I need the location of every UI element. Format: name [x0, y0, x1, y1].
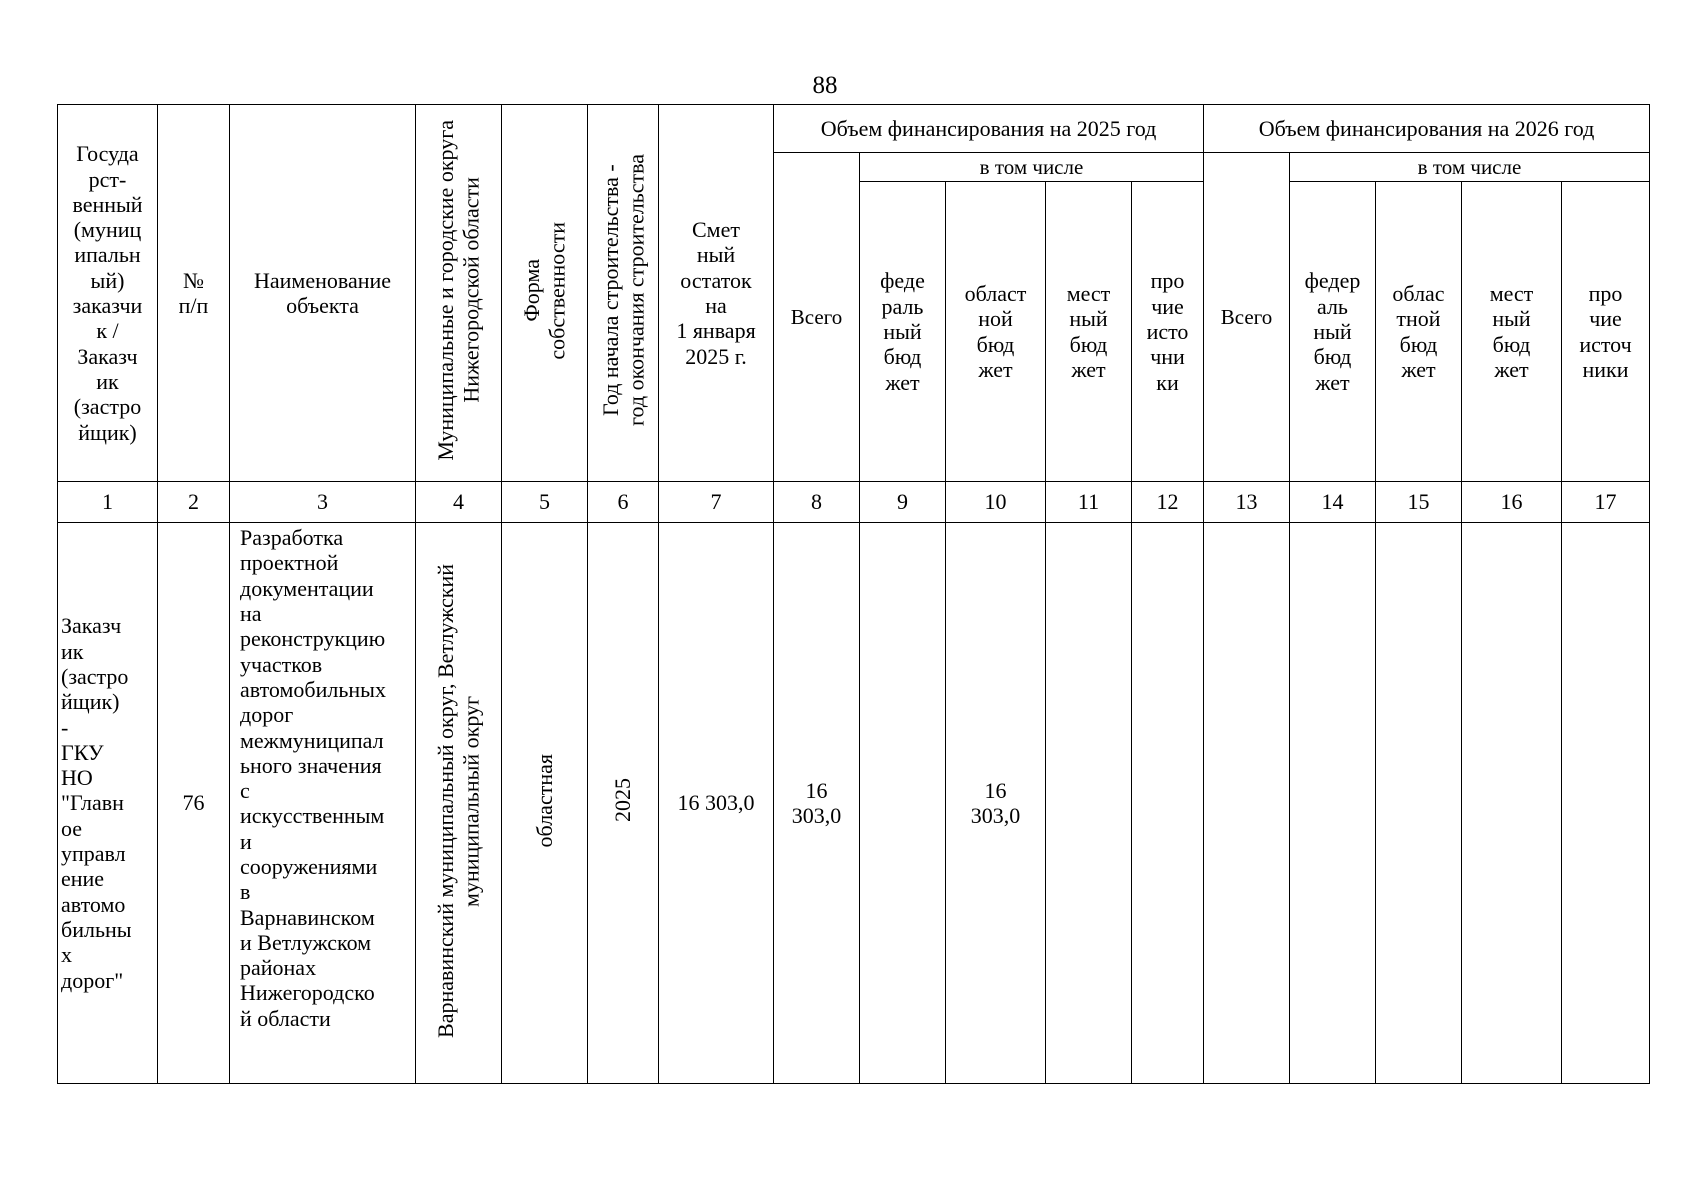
cell-local-2025 [1046, 523, 1132, 1084]
column-number: 7 [659, 482, 774, 523]
cell-federal-2026 [1290, 523, 1376, 1084]
cell-number: 76 [158, 523, 230, 1084]
cell-other-2026 [1562, 523, 1650, 1084]
header-local-2025: мест ный бюд жет [1046, 182, 1132, 482]
column-number: 10 [946, 482, 1046, 523]
cell-total-2026 [1204, 523, 1290, 1084]
column-number: 14 [1290, 482, 1376, 523]
header-other-2025: про чие исто чни ки [1132, 182, 1204, 482]
header-object-name: Наименование объекта [230, 105, 416, 482]
header-in-that-2025: в том числе [860, 153, 1204, 182]
column-number: 13 [1204, 482, 1290, 523]
column-number: 11 [1046, 482, 1132, 523]
header-total-2026: Всего [1204, 153, 1290, 482]
table-row [58, 523, 1650, 1084]
cell-other-2025 [1132, 523, 1204, 1084]
cell-object-name: Разработка проектной документации на реконструкцию участков автомобильных дорог межмуниципал ьного значения с искусственным и сооружениями в Варнавинском и Ветлужском районах Нижегородско й области [230, 523, 416, 1084]
header-regional-2025: област ной бюд жет [946, 182, 1046, 482]
header-group-2025: Объем финансирования на 2025 год [774, 105, 1204, 153]
header-federal-2026: федер аль ный бюд жет [1290, 182, 1376, 482]
header-customer: Госуда рст- венный (муниц ипальн ый) заказчи к / Заказч ик (застро йщик) [58, 105, 158, 482]
header-group-2026: Объем финансирования на 2026 год [1204, 105, 1650, 153]
column-number: 12 [1132, 482, 1204, 523]
header-district: Муниципальные и городские округа Нижегородской области [416, 105, 502, 482]
column-number: 5 [502, 482, 588, 523]
header-local-2026: мест ный бюд жет [1462, 182, 1562, 482]
header-federal-2025: феде раль ный бюд жет [860, 182, 946, 482]
header-other-2026: про чие источ ники [1562, 182, 1650, 482]
column-number: 17 [1562, 482, 1650, 523]
column-number: 16 [1462, 482, 1562, 523]
header-ownership: Форма собственности [502, 105, 588, 482]
column-numbers-row [58, 482, 1650, 523]
column-number: 8 [774, 482, 860, 523]
header-number: № п/п [158, 105, 230, 482]
cell-federal-2025 [860, 523, 946, 1084]
cell-customer: Заказч ик (застро йщик) - ГКУ НО "Главн ое управл ение автомо бильны х дорог" [58, 523, 158, 1084]
header-regional-2026: облас тной бюд жет [1376, 182, 1462, 482]
page-number: 88 [812, 72, 838, 99]
cell-estimate-balance: 16 303,0 [659, 523, 774, 1084]
header-estimate-balance: Смет ный остаток на 1 января 2025 г. [659, 105, 774, 482]
column-number: 15 [1376, 482, 1462, 523]
cell-ownership: областная [502, 523, 588, 1084]
column-number: 6 [588, 482, 659, 523]
column-number: 3 [230, 482, 416, 523]
cell-years: 2025 [588, 523, 659, 1084]
cell-regional-2026 [1376, 523, 1462, 1084]
column-number: 2 [158, 482, 230, 523]
cell-regional-2025: 16 303,0 [946, 523, 1046, 1084]
header-in-that-2026: в том числе [1290, 153, 1650, 182]
column-number: 4 [416, 482, 502, 523]
cell-district: Варнавинский муниципальный округ, Ветлужский муниципальный округ [416, 523, 502, 1084]
cell-local-2026 [1462, 523, 1562, 1084]
column-number: 9 [860, 482, 946, 523]
header-years: Год начала строительства - год окончания строительства [588, 105, 659, 482]
column-number: 1 [58, 482, 158, 523]
cell-total-2025: 16 303,0 [774, 523, 860, 1084]
financing-table [57, 104, 1650, 1084]
header-total-2025: Всего [774, 153, 860, 482]
